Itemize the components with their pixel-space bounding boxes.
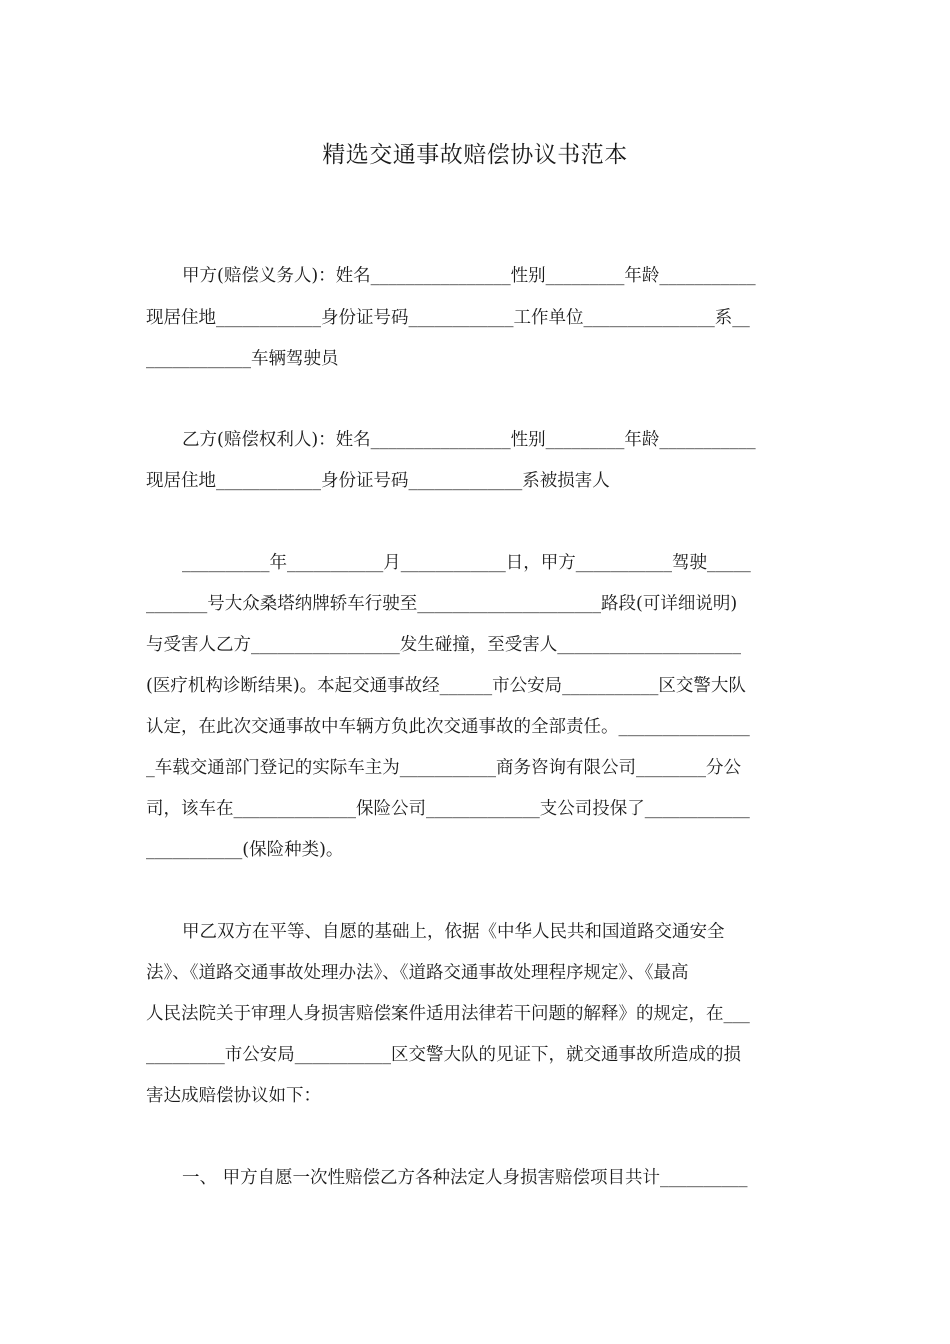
party-a-line-3: ____________车辆驾驶员 [146, 349, 339, 369]
agreement-line-1: 甲乙双方在平等、自愿的基础上，依据《中华人民共和国道路交通安全 [182, 922, 725, 942]
party-a-line-2: 现居住地____________身份证号码____________工作单位_______________系__ [146, 308, 750, 328]
clause-1-line: 一、 甲方自愿一次性赔偿乙方各种法定人身损害赔偿项目共计__________ [182, 1168, 748, 1188]
agreement-line-3: 人民法院关于审理人身损害赔偿案件适用法律若干问题的解释》的规定，在___ [146, 1004, 750, 1024]
party-a-line-1: 甲方(赔偿义务人)：姓名________________性别_________年龄___________ [182, 266, 756, 286]
accident-line-1: __________年___________月____________日，甲方___________驾驶_____ [182, 553, 751, 573]
accident-line-4: (医疗机构诊断结果)。本起交通事故经______市公安局___________区交警大队 [146, 676, 746, 696]
accident-line-8: ___________(保险种类)。 [146, 840, 344, 860]
accident-line-5: 认定，在此次交通事故中车辆方负此次交通事故的全部责任。_______________ [146, 717, 750, 737]
agreement-line-4: _________市公安局___________区交警大队的见证下，就交通事故所造成的损 [146, 1045, 741, 1065]
agreement-line-5: 害达成赔偿协议如下： [146, 1086, 321, 1106]
accident-line-3: 与受害人乙方_________________发生碰撞，至受害人_____________________ [146, 635, 741, 655]
party-b-line-1: 乙方(赔偿权利人)：姓名________________性别_________年龄___________ [182, 430, 756, 450]
document-title: 精选交通事故赔偿协议书范本 [322, 142, 628, 168]
party-b-line-2: 现居住地____________身份证号码_____________系被损害人 [146, 471, 610, 491]
accident-line-2: _______号大众桑塔纳牌轿车行驶至_____________________路段(可详细说明) [146, 594, 738, 614]
agreement-line-2: 法》、《道路交通事故处理办法》、《道路交通事故处理程序规定》、《最高 [146, 963, 689, 983]
accident-line-6: _车载交通部门登记的实际车主为___________商务咨询有限公司________分公 [146, 758, 741, 778]
accident-line-7: 司，该车在______________保险公司_____________支公司投保了____________ [146, 799, 750, 819]
